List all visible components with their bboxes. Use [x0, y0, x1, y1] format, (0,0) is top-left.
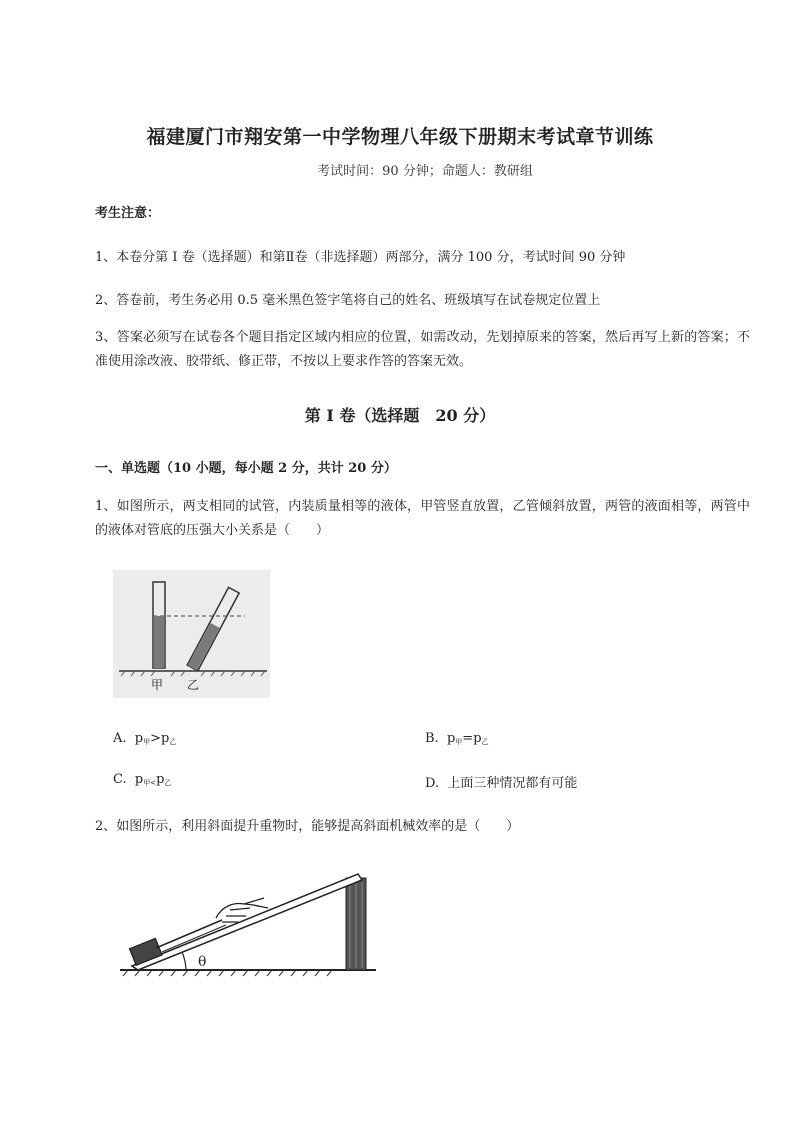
tube-label-left: 甲 [151, 678, 164, 692]
exam-info: 考试时间：90 分钟；命题人：教研组 [317, 164, 533, 179]
option-a[interactable]: A. $p_甲>p_乙$ [113, 731, 177, 746]
option-b[interactable]: B. $p_甲=p_乙$ [425, 731, 489, 746]
notice-item-1: 1、本卷分第 I 卷（选择题）和第Ⅱ卷（非选择题）两部分，满分 100 分，考试时间 90 分钟 [95, 250, 626, 265]
notice-item-3: 3、答案必须写在试卷各个题目指定区域内相应的位置，如需改动，先划掉原来的答案，然后再写上新的答案；不准使用涂改液、胶带纸、修正带，不按以上要求作答的答案无效。 [95, 330, 750, 369]
page-title: 福建厦门市翔安第一中学物理八年级下册期末考试章节训练 [146, 126, 654, 148]
tube-label-right: 乙 [187, 678, 200, 692]
section-title: 第 I 卷（选择题 20 分） [304, 406, 496, 425]
option-c[interactable]: C. $p_{甲<}p_乙$ [113, 772, 172, 787]
notice-item-2: 2、答卷前，考生务必用 0.5 毫米黑色签字笔将自己的姓名、班级填写在试卷规定位置上 [95, 293, 601, 308]
question-1-stem: 1、如图所示，两支相同的试管，内装质量相等的液体，甲管竖直放置，乙管倾斜放置，两管的液面相等，两管中的液体对管底的压强大小关系是（ ） [95, 499, 750, 538]
question-2-stem: 2、如图所示，利用斜面提升重物时，能够提高斜面机械效率的是（ ） [95, 819, 520, 834]
notice-heading: 考生注意： [95, 206, 161, 221]
option-d[interactable]: D. 上面三种情况都有可能 [425, 776, 578, 791]
test-tubes-figure [113, 570, 270, 698]
angle-label: θ [198, 954, 207, 970]
subsection-heading: 一、单选题（10 小题，每小题 2 分，共计 20 分） [95, 461, 397, 476]
inclined-plane-figure [118, 862, 378, 992]
